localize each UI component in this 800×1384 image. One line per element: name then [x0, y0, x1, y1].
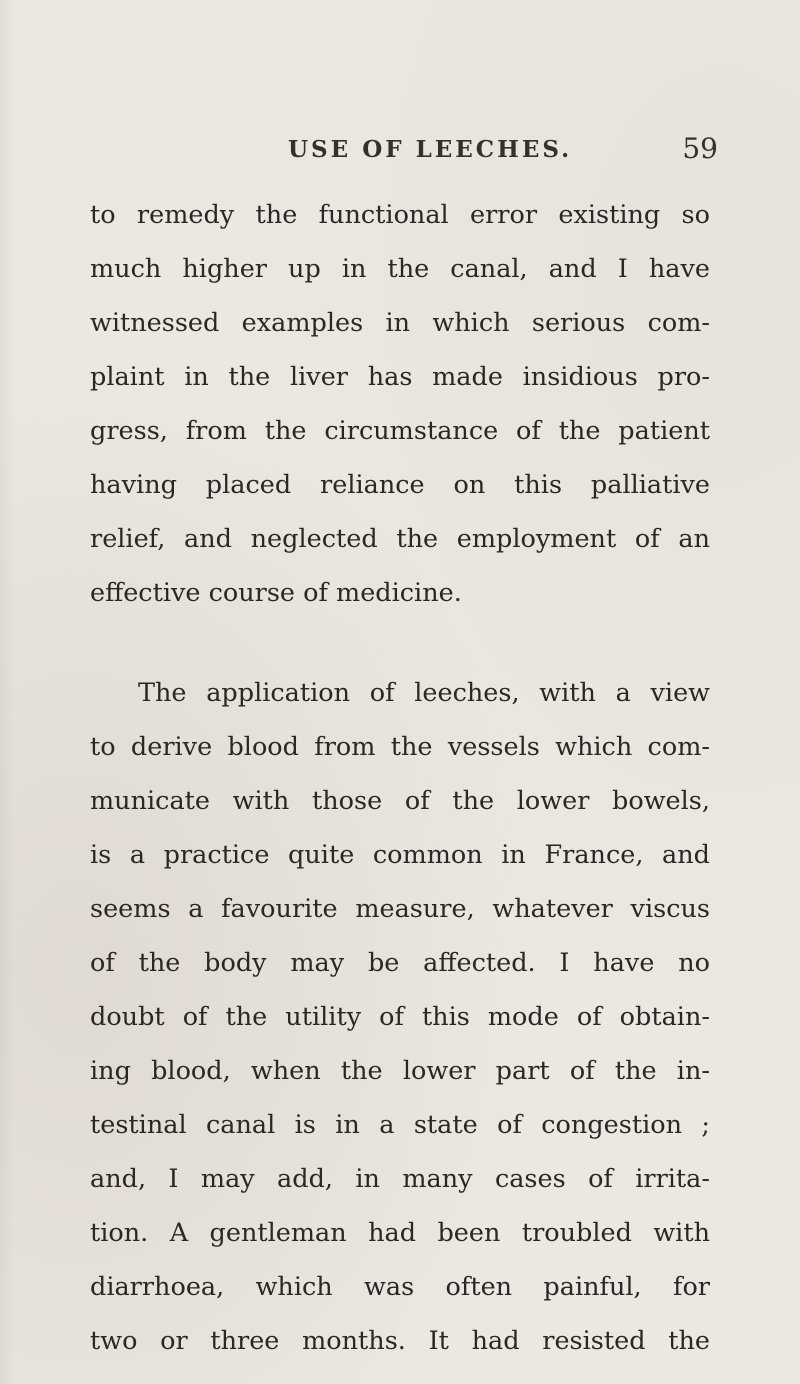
text-line: diarrhoea, which was often painful, for	[90, 1272, 710, 1302]
text-line: doubt of the utility of this mode of obtain-	[90, 1002, 710, 1032]
paragraph-spacer	[90, 620, 710, 666]
text-line: testinal canal is in a state of congestion ;	[90, 1110, 710, 1140]
text-line: having placed reliance on this palliative	[90, 470, 710, 500]
text-line: municate with those of the lower bowels,	[90, 786, 710, 816]
body-text	[90, 188, 710, 1368]
text-line: is a practice quite common in France, and	[90, 840, 710, 870]
text-line: seems a favourite measure, whatever viscus	[90, 894, 710, 924]
running-title: USE OF LEECHES.	[288, 136, 573, 163]
text-line: effective course of medicine.	[90, 578, 462, 608]
text-line: tion. A gentleman had been troubled with	[90, 1218, 710, 1248]
page-header	[288, 132, 718, 176]
paragraph-1	[90, 188, 710, 620]
text-line: two or three months. It had resisted the	[90, 1326, 710, 1356]
text-line: to remedy the functional error existing so	[90, 200, 710, 230]
text-line: The application of leeches, with a view	[138, 678, 710, 708]
page-edge-shadow	[0, 0, 14, 1384]
text-line: plaint in the liver has made insidious pro-	[90, 362, 710, 392]
text-line: ing blood, when the lower part of the in-	[90, 1056, 710, 1086]
text-line: and, I may add, in many cases of irrita-	[90, 1164, 710, 1194]
text-line: gress, from the circumstance of the patient	[90, 416, 710, 446]
paragraph-2	[90, 666, 710, 1368]
text-line: witnessed examples in which serious com-	[90, 308, 710, 338]
text-line: to derive blood from the vessels which com-	[90, 732, 710, 762]
text-line: much higher up in the canal, and I have	[90, 254, 710, 284]
page-number: 59	[682, 132, 718, 165]
text-line: relief, and neglected the employment of an	[90, 524, 710, 554]
text-line: of the body may be affected. I have no	[90, 948, 710, 978]
